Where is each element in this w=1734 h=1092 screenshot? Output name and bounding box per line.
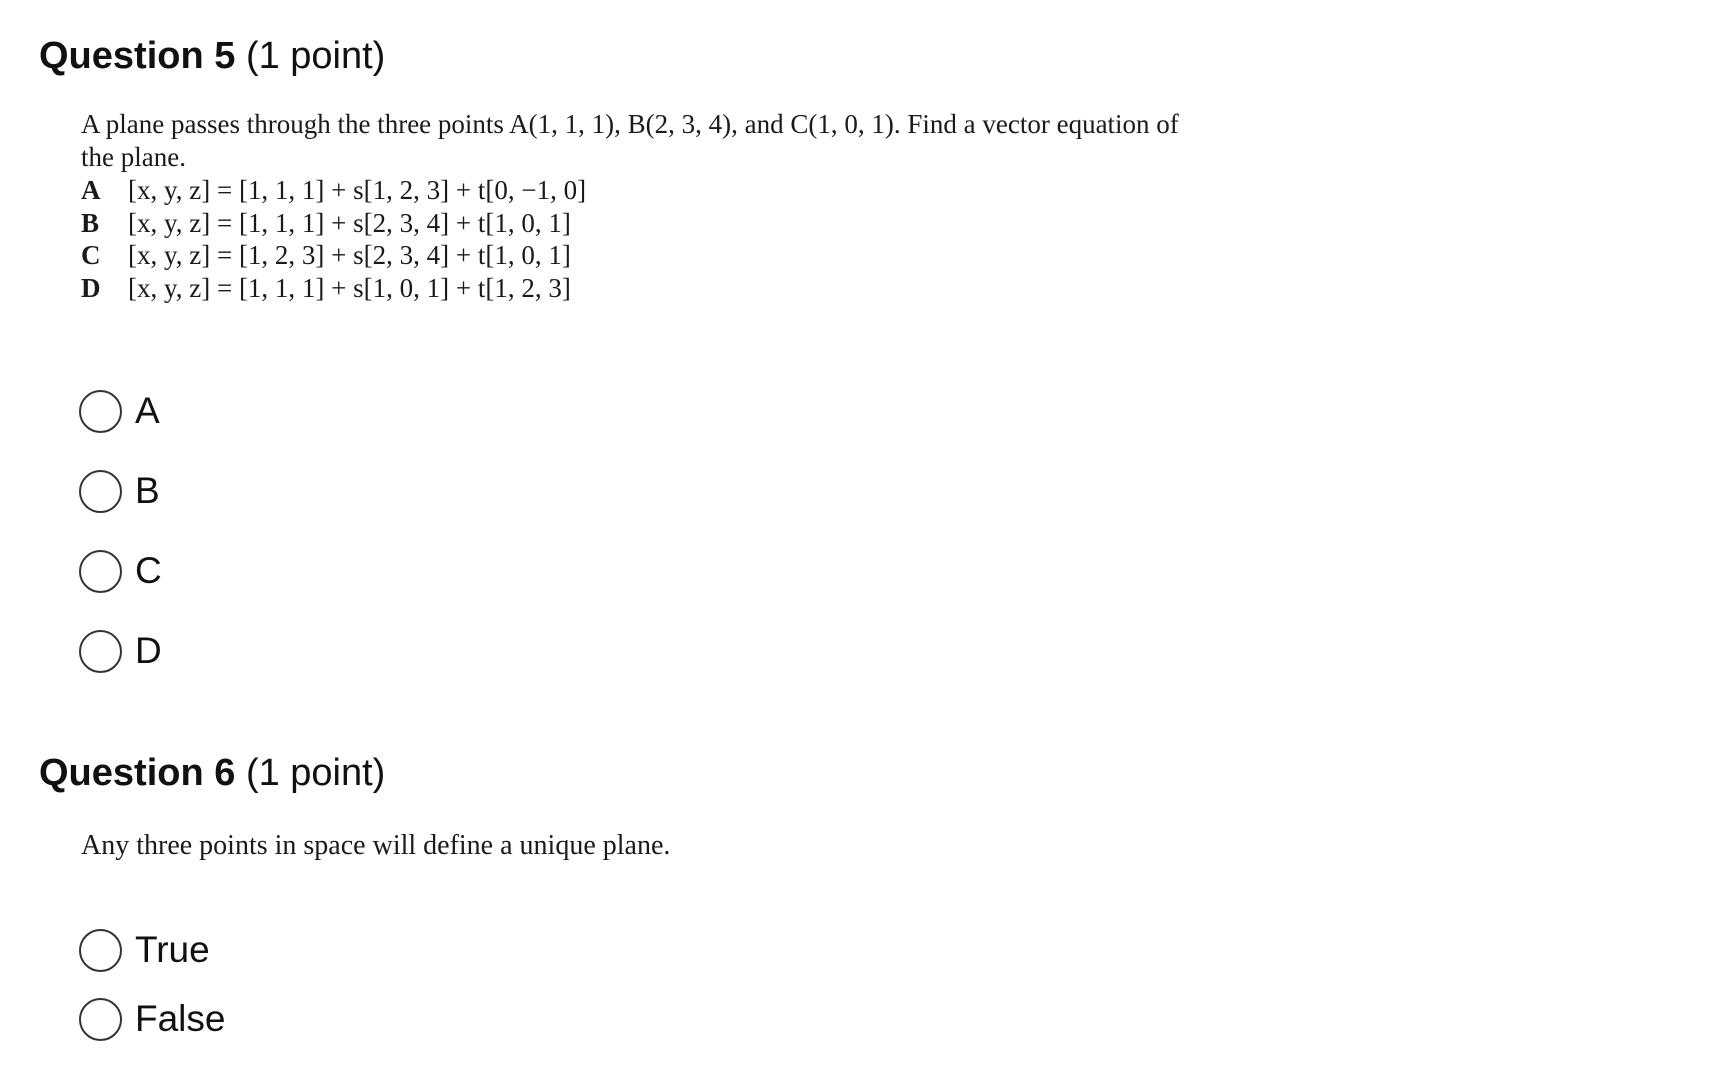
question-5-option-b[interactable] [79, 467, 160, 515]
option-label: True [135, 929, 210, 970]
question-5-choice-b [81, 207, 1281, 240]
choice-expression: [x, y, z] = [1, 2, 3] + s[2, 3, 4] + t[1, 0, 1] [128, 240, 571, 270]
question-5-title: Question 5 [39, 35, 236, 77]
option-label: A [135, 390, 160, 431]
question-6-title: Question 6 [39, 752, 236, 794]
choice-expression: [x, y, z] = [1, 1, 1] + s[1, 2, 3] + t[0, −1, 0] [128, 175, 587, 205]
question-5-option-c[interactable] [79, 547, 162, 595]
question-5-choice-a [81, 174, 1281, 207]
option-label: D [135, 630, 162, 671]
choice-expression: [x, y, z] = [1, 1, 1] + s[1, 0, 1] + t[1, 2, 3] [128, 272, 571, 303]
question-5-option-d[interactable] [79, 627, 162, 675]
question-5-stem-line-1: A plane passes through the three points A(1, 1, 1), B(2, 3, 4), and C(1, 0, 1). Find a vector equation of [81, 109, 1179, 139]
option-label: C [135, 550, 162, 591]
choice-letter: D [81, 272, 101, 303]
question-5-points: (1 point) [245, 35, 386, 77]
radio-button[interactable] [79, 929, 122, 972]
question-6-points: (1 point) [245, 752, 386, 794]
question-5-choice-c [81, 239, 1281, 272]
question-5-header [39, 34, 385, 78]
choice-letter: A [81, 175, 101, 205]
question-6-option-true[interactable] [79, 926, 210, 974]
question-6-option-false[interactable] [79, 995, 225, 1043]
choice-letter: C [81, 240, 101, 270]
question-5-stem-line-2: the plane. [81, 142, 186, 172]
radio-button[interactable] [79, 998, 122, 1041]
radio-button[interactable] [79, 630, 122, 673]
question-5-choice-d [81, 272, 1281, 305]
choice-letter: B [81, 207, 100, 238]
question-6-header [39, 751, 385, 795]
choice-expression: [x, y, z] = [1, 1, 1] + s[2, 3, 4] + t[1, 0, 1] [128, 207, 571, 238]
radio-button[interactable] [79, 470, 122, 513]
option-label: B [135, 470, 160, 511]
question-5-option-a[interactable] [79, 387, 160, 435]
radio-button[interactable] [79, 390, 122, 433]
question-6-prompt: Any three points in space will define a unique plane. [81, 830, 671, 861]
option-label: False [135, 998, 226, 1039]
question-5-prompt [81, 108, 1281, 304]
radio-button[interactable] [79, 550, 122, 593]
